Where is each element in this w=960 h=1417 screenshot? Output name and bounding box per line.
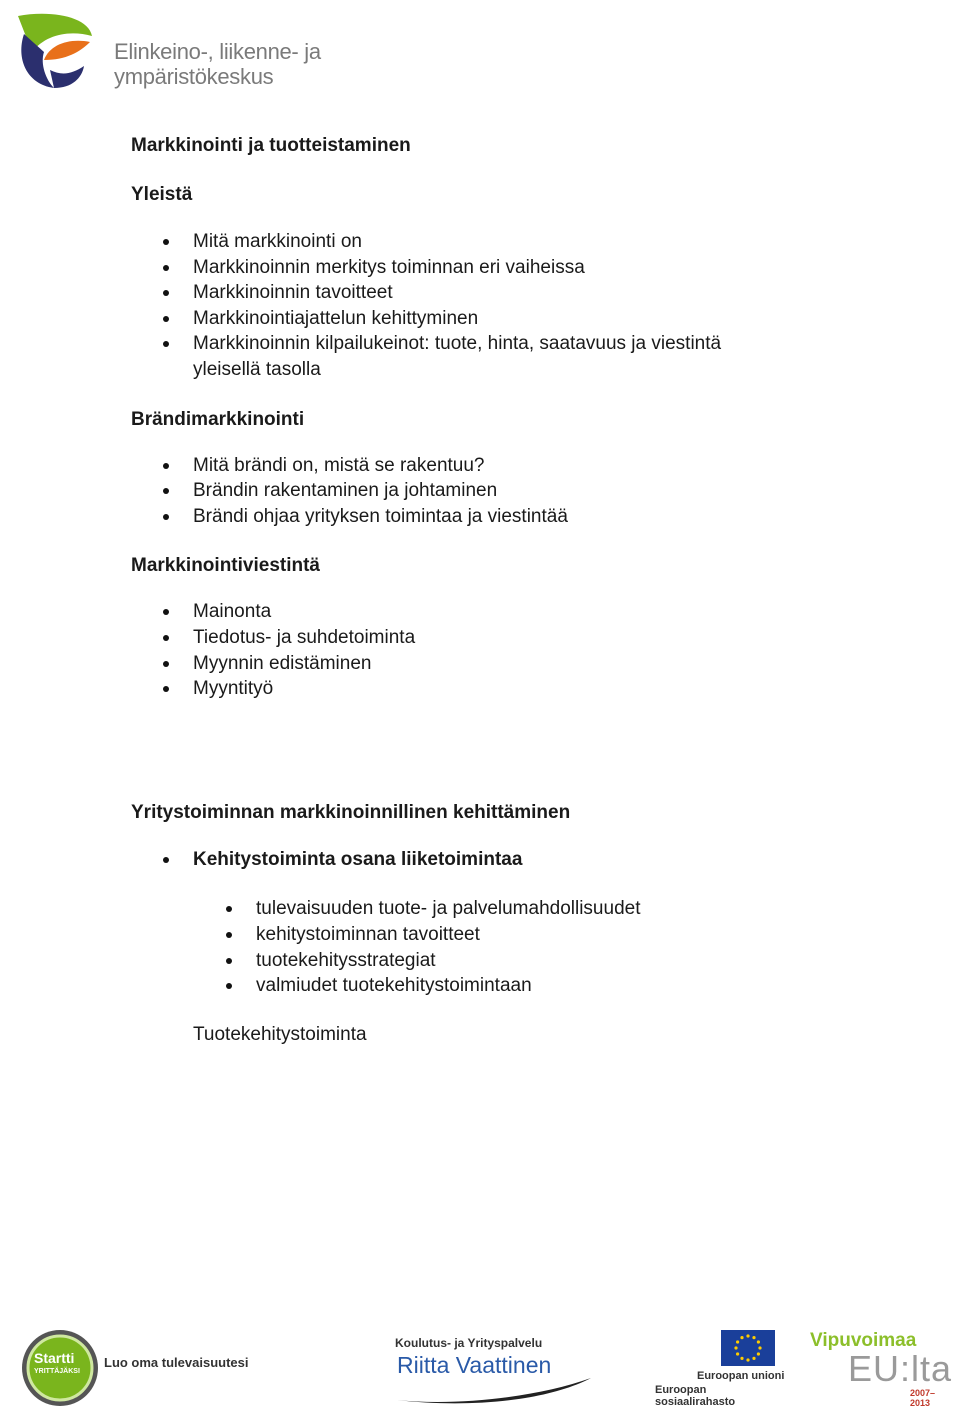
bullet-icon [163,463,169,469]
list-item: Brändin rakentaminen ja johtaminen [131,478,851,504]
startti-logo [20,1328,100,1408]
ely-logo-text [114,39,321,89]
sublist-kehitystoiminta [131,896,851,998]
bullet-icon [163,488,169,494]
list-item: Myynnin edistäminen [131,651,851,677]
bullet-icon [226,906,232,912]
list-item: Myyntityö [131,676,851,702]
startti-badge-subtext: YRITTÄJÄKSI [34,1368,80,1375]
bullet-icon [163,316,169,322]
startti-badge-text: Startti [34,1350,75,1366]
eu-line1: Euroopan unioni [697,1370,785,1382]
eu-logo [655,1330,785,1410]
eu-lta-text: EU:lta [848,1348,953,1389]
bullet-icon [163,290,169,296]
list-item: Brändi ohjaa yrityksen toimintaa ja viestintää [131,504,851,530]
trailing-text: Tuotekehitystoiminta [193,1023,367,1045]
ely-logo-line2: ympäristökeskus [114,64,274,89]
list-item: Markkinoinnin merkitys toiminnan eri vaiheissa [131,255,851,281]
list-yleista [131,229,851,383]
startti-slogan: Luo oma tulevaisuutesi [104,1355,249,1370]
riitta-vaattinen-logo [395,1336,595,1406]
bullet-icon [226,958,232,964]
document-body [131,130,851,1047]
list-item: tulevaisuuden tuote- ja palvelumahdollisuudet [131,896,851,922]
list-brandimarkkinointi [131,453,851,530]
bullet-icon [163,239,169,245]
list-item: Mainonta [131,599,851,625]
vipuvoimaa-text: Vipuvoimaa [810,1330,917,1351]
list-item: tuotekehitysstrategiat [131,948,851,974]
document-title: Markkinointi ja tuotteistaminen [131,135,411,156]
bullet-icon [226,983,232,989]
bullet-icon [163,635,169,641]
bullet-icon [226,932,232,938]
bullet-icon [163,686,169,692]
list-item-continuation: yleisellä tasolla [193,358,321,380]
list-item-bold: Kehitystoiminta osana liiketoimintaa [131,847,851,873]
list-item: Mitä markkinointi on [131,229,851,255]
riitta-tagline: Koulutus- ja Yrityspalvelu [395,1336,543,1350]
list-item: Markkinoinnin kilpailukeinot: tuote, hinta, saatavuus ja viestintä yleisellä tasolla [131,331,851,382]
section-heading-yleista: Yleistä [131,184,193,205]
section-heading-kehittaminen: Yritystoiminnan markkinoinnillinen kehittäminen [131,801,571,823]
section-heading-brandimarkkinointi: Brändimarkkinointi [131,408,305,430]
riitta-name: Riitta Vaattinen [397,1352,552,1378]
bullet-icon [163,609,169,615]
bullet-icon [163,857,169,863]
ely-leaf-icon [10,8,105,92]
ely-logo-line1: Elinkeino-, liikenne- ja [114,39,321,64]
eu-flag-icon [721,1330,775,1366]
list-markkinointiviestinta [131,599,851,701]
ely-logo [10,8,340,92]
swoosh-icon [395,1376,595,1406]
footer-logos [0,1318,960,1417]
list-item: valmiudet tuotekehitystoimintaan [131,973,851,999]
list-item: Mitä brändi on, mistä se rakentuu? [131,453,851,479]
list-item: Markkinoinnin tavoitteet [131,280,851,306]
list-kehittaminen [131,847,851,873]
bullet-icon [163,341,169,347]
section-heading-markkinointiviestinta: Markkinointiviestintä [131,555,320,577]
vipuvoimaa-logo [810,1330,955,1410]
bullet-icon [163,514,169,520]
list-item: kehitystoiminnan tavoitteet [131,922,851,948]
vipuvoimaa-years: 2007–2013 [910,1388,936,1408]
eu-line2: Euroopan sosiaalirahasto [655,1384,736,1408]
list-item: Markkinointiajattelun kehittyminen [131,306,851,332]
bullet-icon [163,661,169,667]
list-item: Tiedotus- ja suhdetoiminta [131,625,851,651]
bullet-icon [163,265,169,271]
